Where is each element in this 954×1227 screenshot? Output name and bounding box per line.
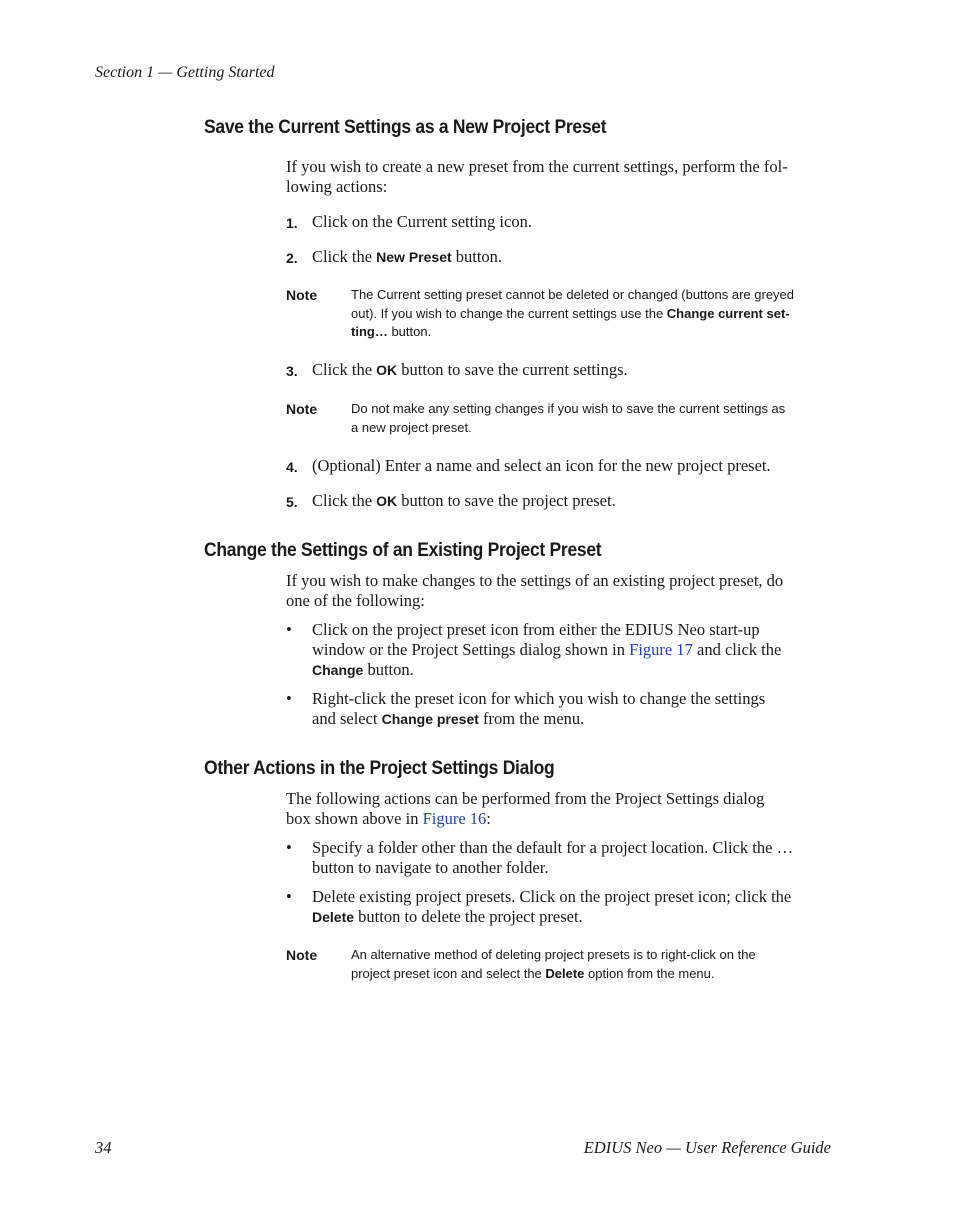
note-line3: [351, 323, 806, 342]
other-intro-line2: [286, 809, 834, 829]
other-intro: [286, 789, 834, 829]
step-text: (Optional) Enter a name and select an icon for the new project preset.: [312, 456, 771, 475]
bullet-line3-post: button.: [363, 660, 414, 679]
step-number: 4.: [286, 459, 298, 475]
step-text: [312, 491, 834, 511]
section-heading-change: Change the Settings of an Existing Project Preset: [204, 540, 602, 561]
note-line2-pre: project preset icon and select the: [351, 965, 546, 981]
step-number: 2.: [286, 250, 298, 266]
note-line3-post: button.: [387, 324, 432, 339]
ok-ui-label: OK: [376, 362, 398, 378]
bullet-line2: button to navigate to another folder.: [312, 858, 549, 877]
other-intro-line2-post: :: [486, 809, 491, 828]
note-line2-pre: out). If you wish to change the current settings use the: [351, 305, 667, 321]
running-head: Section 1 — Getting Started: [95, 64, 275, 81]
note-line2-post: option from the menu.: [584, 965, 715, 981]
save-intro-line2: lowing actions:: [286, 177, 388, 196]
bullet-text: [312, 838, 832, 878]
note-line2: [351, 965, 806, 984]
bullet-line2-post: and click the: [692, 640, 782, 659]
change-ui-label: Change: [312, 662, 364, 678]
footer-title: EDIUS Neo — User Reference Guide: [583, 1138, 831, 1157]
save-intro: [286, 157, 834, 197]
note-text: [351, 946, 806, 983]
bullet-line3: [312, 660, 832, 680]
figure-16-link[interactable]: Figure 16: [422, 809, 487, 828]
bullet-glyph: •: [286, 620, 292, 639]
step-text-pre: Click the: [312, 247, 377, 266]
step-number: 3.: [286, 363, 298, 379]
step-text: [312, 360, 834, 380]
step-text-pre: Click the: [312, 360, 377, 379]
note-line2: a new project preset.: [351, 419, 472, 435]
ok-ui-label: OK: [376, 493, 398, 509]
note-text: [351, 400, 806, 437]
step-text: Click on the Current setting icon.: [312, 212, 532, 231]
note-line1: Do not make any setting changes if you wish to save the current settings as: [351, 401, 786, 416]
delete-ui-label: Delete: [545, 965, 585, 981]
step-text-post: button to save the current settings.: [397, 360, 628, 379]
new-preset-ui-label: New Preset: [376, 249, 452, 265]
change-intro-line1: If you wish to make changes to the settings of an existing project preset, do: [286, 571, 784, 590]
bullet-line2-post: from the menu.: [478, 709, 585, 728]
change-intro: [286, 571, 834, 611]
change-preset-ui-label: Change preset: [381, 711, 479, 727]
bullet-line2-pre: window or the Project Settings dialog shown in: [312, 640, 630, 659]
note-text: [351, 286, 806, 342]
change-intro-line2: one of the following:: [286, 591, 425, 610]
bullet-line2-post: button to delete the project preset.: [354, 907, 583, 926]
step-text: [312, 247, 834, 267]
section-heading-other: Other Actions in the Project Settings Dialog: [204, 758, 555, 779]
bullet-text: [312, 887, 832, 927]
section-heading-save: Save the Current Settings as a New Project Preset: [204, 117, 607, 138]
bullet-line1: Right-click the preset icon for which you wish to change the settings: [312, 689, 766, 708]
bullet-glyph: •: [286, 689, 292, 708]
bullet-line1: Delete existing project presets. Click on the project preset icon; click the: [312, 887, 792, 906]
other-intro-line1: The following actions can be performed from the Project Settings dialog: [286, 789, 765, 808]
note-label: Note: [286, 401, 318, 417]
delete-ui-label: Delete: [312, 909, 355, 925]
note-line2: [351, 305, 806, 324]
step-text-post: button.: [451, 247, 503, 266]
save-intro-line1: If you wish to create a new preset from the current settings, perform the fol-: [286, 157, 788, 176]
change-current-settings-ui-label-cont: ting…: [351, 324, 388, 339]
bullet-line2: [312, 640, 832, 660]
bullet-line1: Specify a folder other than the default for a project location. Click the …: [312, 838, 794, 857]
bullet-text: [312, 689, 832, 729]
step-number: 1.: [286, 215, 298, 231]
bullet-text: [312, 620, 832, 680]
step-text-post: button to save the project preset.: [397, 491, 616, 510]
bullet-line2: [312, 709, 832, 729]
note-label: Note: [286, 287, 318, 303]
bullet-line1: Click on the project preset icon from either the EDIUS Neo start-up: [312, 620, 760, 639]
note-label: Note: [286, 947, 318, 963]
bullet-glyph: •: [286, 887, 292, 906]
bullet-glyph: •: [286, 838, 292, 857]
page-number: 34: [95, 1138, 112, 1157]
step-number: 5.: [286, 494, 298, 510]
note-line1: The Current setting preset cannot be deleted or changed (buttons are greyed: [351, 287, 795, 302]
bullet-line2: [312, 907, 832, 927]
figure-17-link[interactable]: Figure 17: [629, 640, 693, 659]
change-current-settings-ui-label: Change current set-: [666, 305, 790, 321]
bullet-line2-pre: and select: [312, 709, 382, 728]
step-text-pre: Click the: [312, 491, 377, 510]
other-intro-line2-pre: box shown above in: [286, 809, 423, 828]
note-line1: An alternative method of deleting project presets is to right-click on the: [351, 947, 756, 962]
